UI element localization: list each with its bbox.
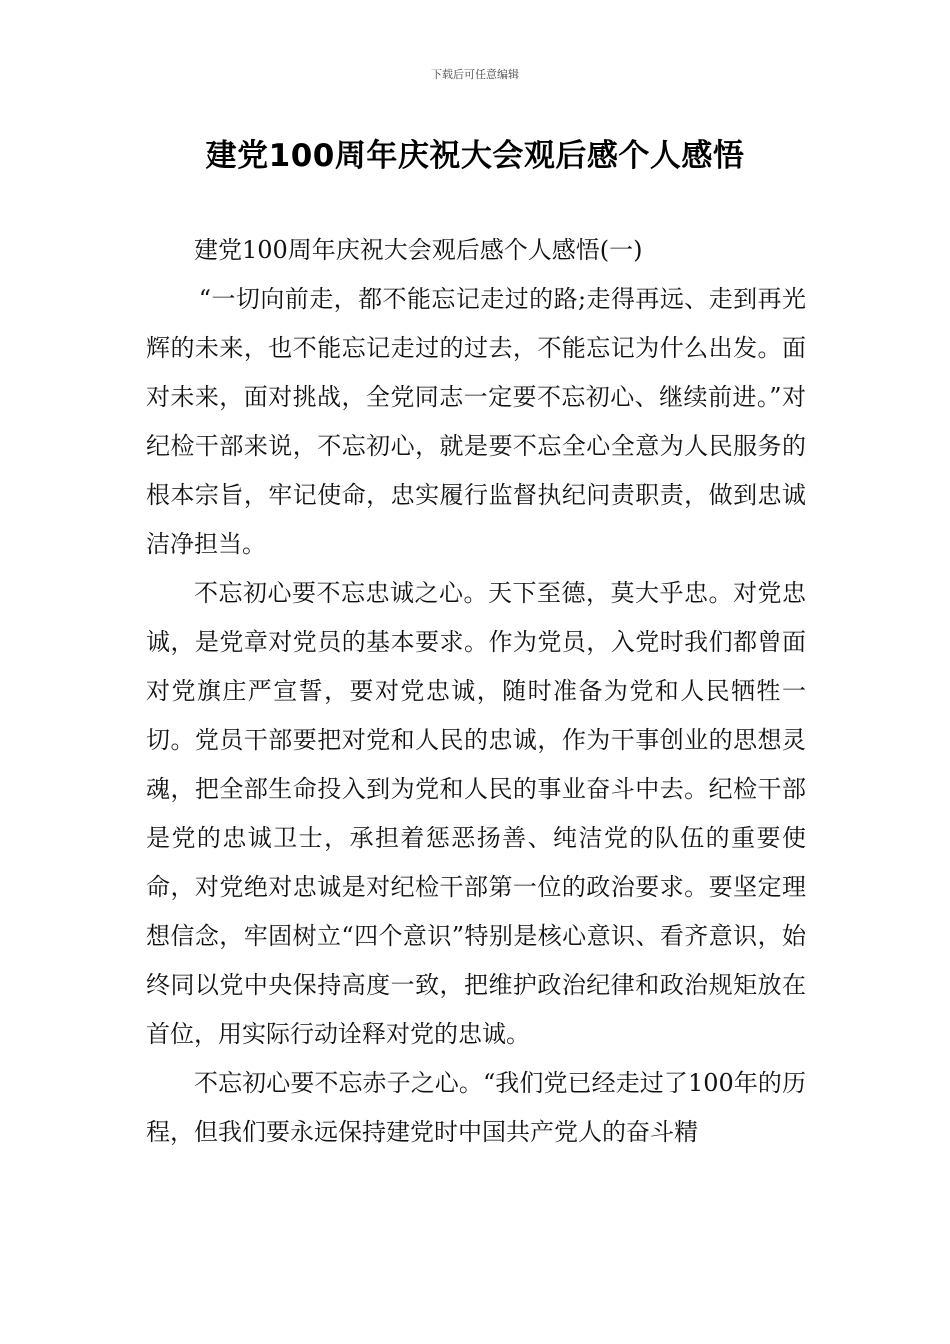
- section-subtitle: 建党100周年庆祝大会观后感个人感悟(一): [194, 236, 643, 264]
- header-note: 下载后可任意编辑: [431, 68, 519, 81]
- document-body: [146, 226, 806, 1157]
- paragraph-2: 不忘初心要不忘忠诚之心。天下至德，莫大乎忠。对党忠诚，是党章对党员的基本要求。作为党员，入党时我们都曾面对党旗庄严宣誓，要对党忠诚，随时准备为党和人民牺牲一切。党员干部要把对党和人民的忠诚，作为干事创业的思想灵魂，把全部生命投入到为党和人民的事业奋斗中去。纪检干部是党的忠诚卫士，承担着惩恶扬善、纯洁党的队伍的重要使命，对党绝对忠诚是对纪检干部第一位的政治要求。要坚定理想信念，牢固树立“四个意识”特别是核心意识、看齐意识，始终同以党中央保持高度一致，把维护政治纪律和政治规矩放在首位，用实际行动诠释对党的忠诚。: [146, 579, 806, 1048]
- paragraph-3: 不忘初心要不忘赤子之心。“我们党已经走过了100年的历程，但我们要永远保持建党时中国共产党人的奋斗精: [146, 1069, 806, 1146]
- paragraph-1: “一切向前走，都不能忘记走过的路;走得再远、走到再光辉的未来，也不能忘记走过的过去，不能忘记为什么出发。面对未来，面对挑战，全党同志一定要不忘初心、继续前进。”对纪检干部来说，不忘初心，就是要不忘全心全意为人民服务的根本宗旨，牢记使命，忠实履行监督执纪问责职责，做到忠诚洁净担当。: [146, 285, 806, 558]
- document-title: 建党100周年庆祝大会观后感个人感悟: [205, 138, 745, 174]
